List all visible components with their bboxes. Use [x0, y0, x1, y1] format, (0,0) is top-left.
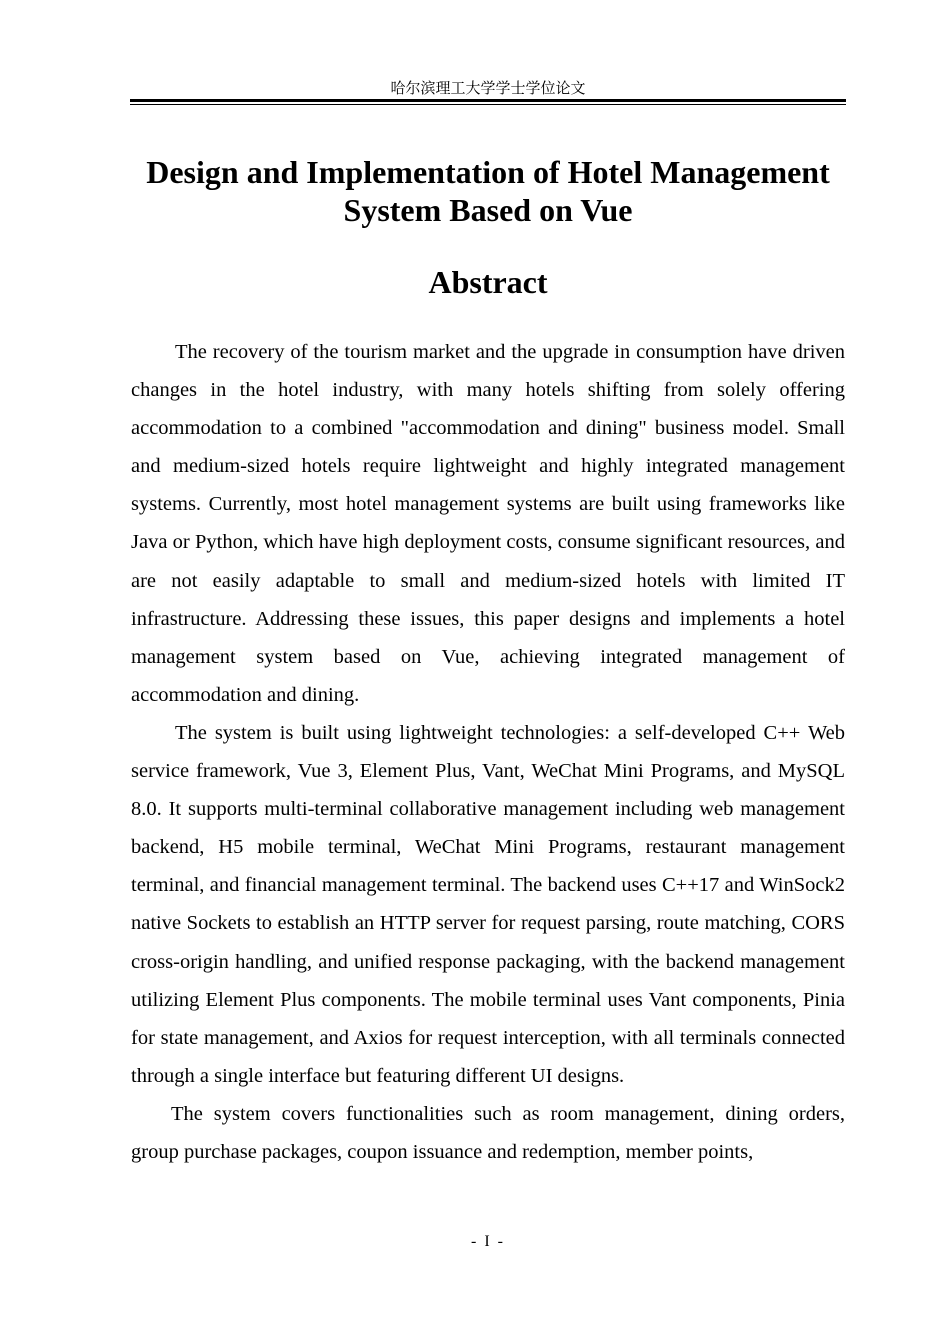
abstract-body — [131, 333, 845, 1171]
running-header: 哈尔滨理工大学学士学位论文 — [390, 79, 586, 97]
abstract-heading: Abstract — [428, 264, 548, 300]
page-number: - I - — [471, 1233, 505, 1250]
abstract-paragraph-1: The recovery of the tourism market and the upgrade in consumption have driven changes in the hotel industry, with many hotels shifting from solely offering accommodation to a combined "accommodation and dining" business model. Small and medium-sized hotels require lightweight and highly integrated management systems. Currently, most hotel management systems are built using frameworks like Java or Python, which have high deployment costs, consume significant resources, and are not easily adaptable to small and medium-sized hotels with limited IT infrastructure. Addressing these issues, this paper designs and implements a hotel management system based on Vue, achieving integrated management of accommodation and dining. — [131, 341, 845, 706]
abstract-paragraph-2: The system is built using lightweight technologies: a self-developed C++ Web service framework, Vue 3, Element Plus, Vant, WeChat Mini Programs, and MySQL 8.0. It supports multi-terminal collaborative management including web management backend, H5 mobile terminal, WeChat Mini Programs, restaurant management terminal, and financial management terminal. The backend uses C++17 and WinSock2 native Sockets to establish an HTTP server for request parsing, route matching, CORS cross-origin handling, and unified response packaging, with the backend management utilizing Element Plus components. The mobile terminal uses Vant components, Pinia for state management, and Axios for request interception, with all terminals connected through a single interface but featuring different UI designs. — [131, 721, 845, 1087]
abstract-paragraph-3: The system covers functionalities such as room management, dining orders, group purchase packages, coupon issuance and redemption, member points, — [131, 1102, 845, 1163]
header-rule-thin — [130, 104, 846, 105]
header-rule-thick — [130, 99, 846, 102]
paper-title: Design and Implementation of Hotel Management System Based on Vue — [146, 154, 830, 228]
